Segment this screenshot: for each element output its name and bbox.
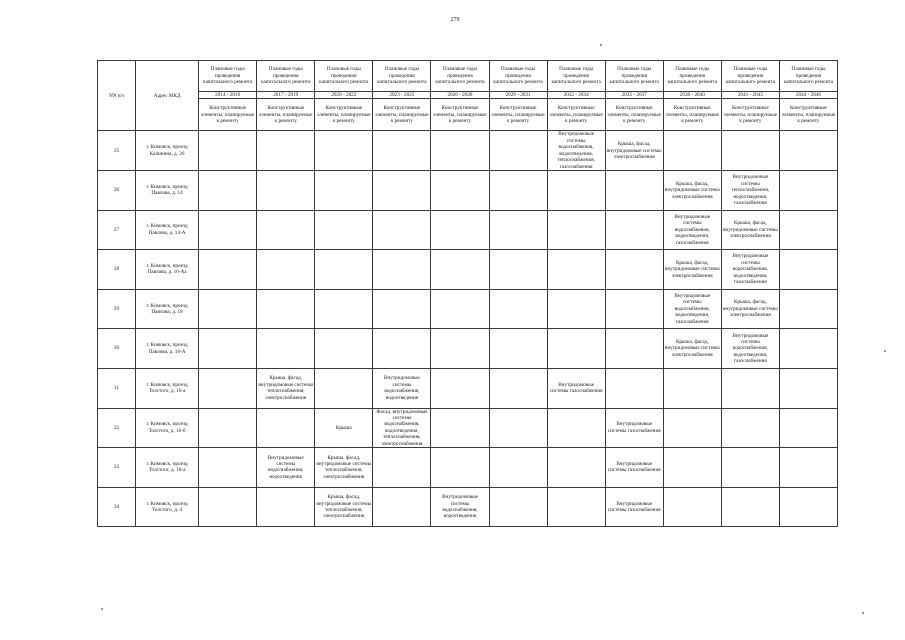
empty-cell — [605, 171, 663, 211]
repair-elements-cell: Внутридомовые системы водоснабжения, водоотведения — [257, 448, 315, 488]
header-elements: Конструктивные элементы, планируемые к ремонту — [663, 99, 721, 131]
empty-cell — [199, 131, 257, 171]
empty-cell — [721, 368, 779, 408]
empty-cell — [547, 250, 605, 290]
table-row — [98, 210, 838, 250]
empty-cell — [373, 487, 431, 527]
empty-cell — [663, 131, 721, 171]
repair-elements-cell: Внутридомовые системы водоснабжения, водоотведения, газоснабжения — [721, 329, 779, 369]
table-row — [98, 448, 838, 488]
empty-cell — [373, 329, 431, 369]
row-number: 25 — [98, 131, 136, 171]
row-number: 30 — [98, 329, 136, 369]
repair-elements-cell: Внутридомовые системы газоснабжения — [547, 368, 605, 408]
header-period: Плановые годы проведения капитального ремонта — [547, 61, 605, 92]
table-body — [98, 131, 838, 527]
empty-cell — [663, 448, 721, 488]
header-period: Плановые годы проведения капитального ремонта — [605, 61, 663, 92]
row-number: 33 — [98, 448, 136, 488]
table-row — [98, 368, 838, 408]
header-years: 2035 - 2037 — [605, 92, 663, 99]
empty-cell — [489, 448, 547, 488]
empty-cell — [431, 329, 489, 369]
header-period: Плановые годы проведения капитального ремонта — [373, 61, 431, 92]
empty-cell — [605, 368, 663, 408]
empty-cell — [489, 171, 547, 211]
table-row — [98, 408, 838, 448]
header-num: NN п/з — [98, 61, 136, 131]
empty-cell — [489, 210, 547, 250]
empty-cell — [315, 210, 373, 250]
row-address: г. Кимовск, проезд Павлова, д. 16-Аа — [136, 250, 199, 290]
header-years: 2017 - 2019 — [257, 92, 315, 99]
repair-elements-cell: Внутридомовые системы водоснабжения, водоотведения — [373, 368, 431, 408]
empty-cell — [547, 408, 605, 448]
empty-cell — [431, 368, 489, 408]
empty-cell — [431, 408, 489, 448]
repair-elements-cell: Крыша, фасад, внутридомовые системы теплоснабжения, электроснабжения — [315, 487, 373, 527]
empty-cell — [721, 408, 779, 448]
empty-cell — [489, 250, 547, 290]
table-row — [98, 131, 838, 171]
empty-cell — [779, 368, 837, 408]
empty-cell — [431, 250, 489, 290]
empty-cell — [779, 408, 837, 448]
header-row-years — [98, 92, 838, 99]
empty-cell — [489, 368, 547, 408]
empty-cell — [547, 171, 605, 211]
empty-cell — [199, 210, 257, 250]
empty-cell — [779, 448, 837, 488]
empty-cell — [257, 131, 315, 171]
header-period: Плановые годы проведения капитального ремонта — [257, 61, 315, 92]
empty-cell — [373, 289, 431, 329]
scan-speck — [600, 44, 602, 46]
empty-cell — [315, 250, 373, 290]
repair-elements-cell: Крыша, фасад, внутридомовые системы теплоснабжения, электроснабжения — [257, 368, 315, 408]
empty-cell — [373, 171, 431, 211]
empty-cell — [257, 329, 315, 369]
empty-cell — [547, 210, 605, 250]
table-row — [98, 289, 838, 329]
header-elements: Конструктивные элементы, планируемые к ремонту — [489, 99, 547, 131]
header-elements: Конструктивные элементы, планируемые к ремонту — [605, 99, 663, 131]
repair-elements-cell: Внутридомовые системы газоснабжения — [605, 408, 663, 448]
empty-cell — [373, 210, 431, 250]
repair-elements-cell: Внутридомовые системы теплоснабжения, водоотведения, газоснабжения — [721, 171, 779, 211]
empty-cell — [431, 210, 489, 250]
row-address: г. Кимовск, проезд Толстого, д. 18-а — [136, 448, 199, 488]
header-period: Плановые годы проведения капитального ремонта — [199, 61, 257, 92]
empty-cell — [315, 329, 373, 369]
repair-elements-cell: Крыша — [315, 408, 373, 448]
empty-cell — [257, 210, 315, 250]
row-number: 28 — [98, 250, 136, 290]
repair-elements-cell: Внутридомовые системы водоснабжения, водоотведения — [431, 487, 489, 527]
header-elements: Конструктивные элементы, планируемые к ремонту — [547, 99, 605, 131]
empty-cell — [605, 250, 663, 290]
row-address: г. Кимовск, проезд Калинина, д. 26 — [136, 131, 199, 171]
empty-cell — [663, 487, 721, 527]
header-years: 2029 - 2031 — [489, 92, 547, 99]
row-address: г. Кимовск, проезд Павлова, д. 18-А — [136, 329, 199, 369]
scan-speck — [884, 350, 886, 352]
row-address: г. Кимовск, проезд Павлова, д. 14 — [136, 171, 199, 211]
empty-cell — [779, 250, 837, 290]
empty-cell — [199, 368, 257, 408]
header-years: 2023 - 2025 — [373, 92, 431, 99]
empty-cell — [489, 487, 547, 527]
header-years: 2032 - 2034 — [547, 92, 605, 99]
empty-cell — [431, 289, 489, 329]
empty-cell — [315, 171, 373, 211]
empty-cell — [721, 448, 779, 488]
repair-elements-cell: Внутридомовые системы газоснабжения — [605, 448, 663, 488]
repair-elements-cell: Внутридомовые системы водоснабжения, водоотведения, теплоснабжения, газоснабжения — [547, 131, 605, 171]
empty-cell — [315, 289, 373, 329]
empty-cell — [489, 131, 547, 171]
table-row — [98, 487, 838, 527]
row-address: г. Кимовск, проезд Толстого, д. 16-а — [136, 368, 199, 408]
header-period: Плановые годы проведения капитального ремонта — [489, 61, 547, 92]
empty-cell — [779, 329, 837, 369]
header-period: Плановые годы проведения капитального ремонта — [315, 61, 373, 92]
empty-cell — [779, 289, 837, 329]
header-elements: Конструктивные элементы, планируемые к ремонту — [257, 99, 315, 131]
empty-cell — [489, 329, 547, 369]
empty-cell — [547, 329, 605, 369]
empty-cell — [431, 131, 489, 171]
empty-cell — [257, 487, 315, 527]
table-row — [98, 250, 838, 290]
empty-cell — [373, 250, 431, 290]
row-number: 27 — [98, 210, 136, 250]
row-address: г. Кимовск, проезд Толстого, д. 4 — [136, 487, 199, 527]
empty-cell — [431, 448, 489, 488]
empty-cell — [721, 487, 779, 527]
empty-cell — [373, 448, 431, 488]
repair-elements-cell: Фасад, внутридомовые системы водоснабжения, водоотведения, теплоснабжения, электроснабжения — [373, 408, 431, 448]
empty-cell — [199, 171, 257, 211]
empty-cell — [199, 408, 257, 448]
header-years: 2041 - 2043 — [721, 92, 779, 99]
empty-cell — [199, 448, 257, 488]
empty-cell — [431, 171, 489, 211]
empty-cell — [257, 408, 315, 448]
empty-cell — [605, 329, 663, 369]
scan-speck — [862, 612, 864, 614]
header-period: Плановые годы проведения капитального ремонта — [721, 61, 779, 92]
repair-elements-cell: Внутридомовые системы водоснабжения, водоотведения, газоснабжения — [721, 250, 779, 290]
header-period: Плановые годы проведения капитального ремонта — [663, 61, 721, 92]
table-row — [98, 171, 838, 211]
empty-cell — [373, 131, 431, 171]
row-number: 26 — [98, 171, 136, 211]
empty-cell — [199, 250, 257, 290]
header-row-elements — [98, 99, 838, 131]
table-row — [98, 329, 838, 369]
repair-elements-cell: Крыша, фасад, внутридомовые системы электроснабжения — [663, 250, 721, 290]
header-elements: Конструктивные элементы, планируемые к ремонту — [779, 99, 837, 131]
empty-cell — [779, 210, 837, 250]
row-number: 32 — [98, 408, 136, 448]
header-years: 2020 - 2022 — [315, 92, 373, 99]
repair-plan-table — [97, 60, 838, 527]
empty-cell — [547, 448, 605, 488]
header-elements: Конструктивные элементы, планируемые к ремонту — [721, 99, 779, 131]
row-number: 34 — [98, 487, 136, 527]
header-row-period — [98, 61, 838, 92]
empty-cell — [257, 171, 315, 211]
empty-cell — [663, 368, 721, 408]
empty-cell — [489, 289, 547, 329]
empty-cell — [663, 408, 721, 448]
repair-elements-cell: Крыша, фасад, внутридомовые системы электроснабжения — [721, 210, 779, 250]
header-elements: Конструктивные элементы, планируемые к ремонту — [199, 99, 257, 131]
header-period: Плановые годы проведения капитального ремонта — [431, 61, 489, 92]
row-number: 29 — [98, 289, 136, 329]
row-address: г. Кимовск, проезд Павлова, д. 14-А — [136, 210, 199, 250]
header-period: Плановые годы проведения капитального ремонта — [779, 61, 837, 92]
empty-cell — [547, 289, 605, 329]
empty-cell — [257, 250, 315, 290]
empty-cell — [605, 289, 663, 329]
repair-plan-table-wrapper — [97, 60, 838, 527]
empty-cell — [547, 487, 605, 527]
header-years: 2044 - 2046 — [779, 92, 837, 99]
repair-elements-cell: Внутридомовые системы водоснабжения, водоотведения, газоснабжения — [663, 210, 721, 250]
repair-elements-cell: Внутридомовые системы водоснабжения, водоотведения, газоснабжения — [663, 289, 721, 329]
empty-cell — [779, 171, 837, 211]
row-address: г. Кимовск, проезд Павлова, д. 18 — [136, 289, 199, 329]
empty-cell — [257, 289, 315, 329]
empty-cell — [779, 131, 837, 171]
empty-cell — [315, 368, 373, 408]
empty-cell — [199, 487, 257, 527]
empty-cell — [489, 408, 547, 448]
header-address: Адрес МКД — [136, 61, 199, 131]
header-years: 2014 - 2016 — [199, 92, 257, 99]
header-elements: Конструктивные элементы, планируемые к ремонту — [373, 99, 431, 131]
repair-elements-cell: Крыша, фасад, внутридомовые системы электроснабжения — [605, 131, 663, 171]
header-elements: Конструктивные элементы, планируемые к ремонту — [431, 99, 489, 131]
page-number: 279 — [450, 17, 460, 23]
empty-cell — [199, 329, 257, 369]
empty-cell — [721, 131, 779, 171]
repair-elements-cell: Внутридомовые системы газоснабжения — [605, 487, 663, 527]
repair-elements-cell: Крыша, фасад, внутридомовые системы электроснабжения — [663, 171, 721, 211]
repair-elements-cell: Крыша, фасад, внутридомовые системы электроснабжения — [663, 329, 721, 369]
empty-cell — [199, 289, 257, 329]
repair-elements-cell: Крыша, фасад, внутридомовые системы теплоснабжения, электроснабжения — [315, 448, 373, 488]
row-address: г. Кимовск, проезд Толстого, д. 16-б — [136, 408, 199, 448]
row-number: 31 — [98, 368, 136, 408]
empty-cell — [605, 210, 663, 250]
header-years: 2038 - 2040 — [663, 92, 721, 99]
repair-elements-cell: Крыша, фасад, внутридомовые системы электроснабжения — [721, 289, 779, 329]
empty-cell — [779, 487, 837, 527]
header-elements: Конструктивные элементы, планируемые к ремонту — [315, 99, 373, 131]
empty-cell — [315, 131, 373, 171]
header-years: 2026 - 2028 — [431, 92, 489, 99]
scan-speck — [101, 608, 103, 610]
